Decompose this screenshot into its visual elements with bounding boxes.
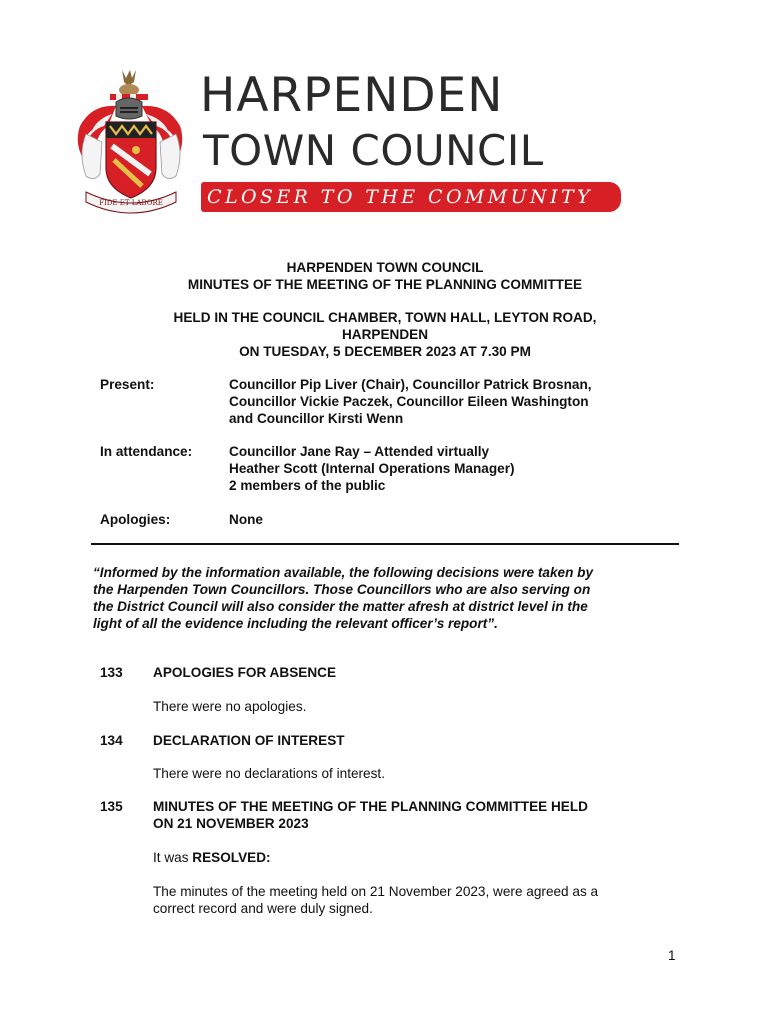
attendance-line: Councillor Jane Ray – Attended virtually [229, 444, 490, 459]
present-line: Councillor Pip Liver (Chair), Councillor Patrick Brosnan, [229, 377, 592, 392]
item-heading-line: MINUTES OF THE MEETING OF THE PLANNING COMMITTEE HELD [153, 799, 588, 814]
resolution-prefix: It was [153, 850, 193, 865]
title-line-3: HELD IN THE COUNCIL CHAMBER, TOWN HALL, LEYTON ROAD, [173, 310, 597, 325]
brand-name-harpenden: HARPENDEN [200, 68, 504, 123]
item-number: 135 [100, 799, 123, 814]
statement-line: “Informed by the information available, the following decisions were taken by [93, 565, 594, 580]
section-divider [91, 543, 679, 545]
item-135-body [153, 883, 693, 917]
item-body-line: There were no apologies. [153, 699, 307, 714]
present-line: Councillor Vickie Paczek, Councillor Eileen Washington [229, 394, 589, 409]
present-value [229, 376, 669, 427]
item-heading [153, 664, 693, 681]
resolved-keyword: RESOLVED: [192, 850, 271, 865]
item-heading-line: ON 21 NOVEMBER 2023 [153, 816, 309, 831]
item-body-line: There were no declarations of interest. [153, 766, 385, 781]
present-line: and Councillor Kirsti Wenn [229, 411, 404, 426]
present-label: Present: [100, 377, 155, 392]
in-attendance-value [229, 443, 669, 494]
in-attendance-label: In attendance: [100, 444, 193, 459]
item-body-line: correct record and were duly signed. [153, 901, 373, 916]
item-heading-line: DECLARATION OF INTEREST [153, 733, 345, 748]
item-body-line: The minutes of the meeting held on 21 November 2023, were agreed as a [153, 884, 599, 899]
resolution-line [153, 849, 693, 866]
document-title [90, 259, 680, 293]
brand-tagline-banner: CLOSER TO THE COMMUNITY [201, 182, 621, 212]
attendance-line: 2 members of the public [229, 478, 386, 493]
item-135-resolution [153, 849, 693, 866]
item-heading [153, 732, 693, 749]
title-line-5: ON TUESDAY, 5 DECEMBER 2023 AT 7.30 PM [239, 344, 531, 359]
decision-statement [93, 564, 683, 632]
title-line-1: HARPENDEN TOWN COUNCIL [286, 260, 484, 275]
item-133-body [153, 698, 693, 715]
svg-text:FIDE ET LABORE: FIDE ET LABORE [99, 199, 163, 207]
council-crest-logo [72, 64, 190, 216]
page-number: 1 [668, 948, 676, 963]
statement-line: the Harpenden Town Councillors. Those Councillors who are also serving on [93, 582, 591, 597]
apologies-value: None [229, 512, 263, 527]
statement-line: the District Council will also consider the matter afresh at district level in the [93, 599, 588, 614]
item-number: 133 [100, 665, 123, 680]
item-number: 134 [100, 733, 123, 748]
apologies-label: Apologies: [100, 512, 171, 527]
attendance-line: Heather Scott (Internal Operations Manager) [229, 461, 515, 476]
brand-name-town-council: TOWN COUNCIL [203, 126, 544, 175]
title-line-2: MINUTES OF THE MEETING OF THE PLANNING COMMITTEE [187, 277, 583, 292]
statement-line: light of all the evidence including the relevant officer’s report”. [93, 616, 498, 631]
title-line-4: HARPENDEN [341, 327, 429, 342]
item-134-body [153, 765, 693, 782]
meeting-details [90, 309, 680, 360]
item-heading-line: APOLOGIES FOR ABSENCE [153, 665, 337, 680]
item-heading [153, 798, 693, 832]
